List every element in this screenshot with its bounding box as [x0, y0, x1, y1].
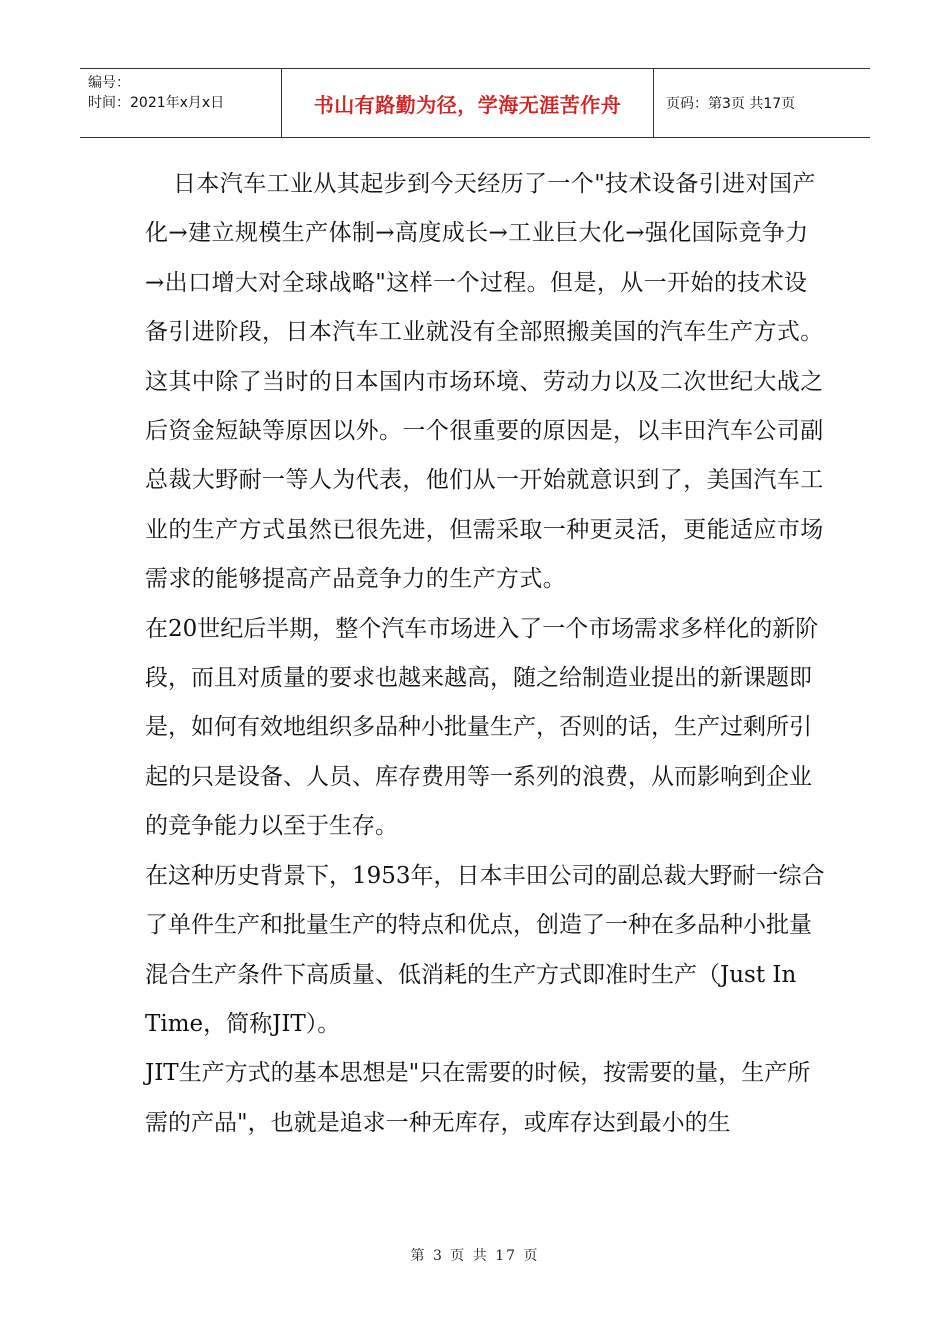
document-date-label: 时间：2021年x月x日	[88, 95, 225, 111]
paragraph-1: 日本汽车工业从其起步到今天经历了一个"技术设备引进对国产化→建立规模生产体制→高度成长→工业巨大化→强化国际竞争力→出口增大对全球战略"这样一个过程。但是，从一开始的技术设备引进阶段，日本汽车工业就没有全部照搬美国的汽车生产方式。这其中除了当时的日本国内市场环境、劳动力以及二次世纪大战之后资金短缺等原因以外。一个很重要的原因是，以丰田汽车公司副总裁大野耐一等人为代表，他们从一开始就意识到了，美国汽车工业的生产方式虽然已很先进，但需采取一种更灵活，更能适应市场需求的能够提高产品竞争力的生产方式。	[145, 171, 824, 593]
paragraph-3: 在这种历史背景下，1953年，日本丰田公司的副总裁大野耐一综合了单件生产和批量生产的特点和优点，创造了一种在多品种小批量混合生产条件下高质量、低消耗的生产方式即准时生产（Just In Time，简称JIT）。	[145, 862, 825, 1037]
page-header-table	[80, 68, 870, 138]
paragraph-2: 在20世纪后半期，整个汽车市场进入了一个市场需求多样化的新阶段，而且对质量的要求也越来越高，随之给制造业提出的新课题即是，如何有效地组织多品种小批量生产，否则的话，生产过剩所引起的只是设备、人员、库存费用等一系列的浪费，从而影响到企业的竞争能力以至于生存。	[145, 615, 819, 840]
page-footer: 第 3 页 共 17 页	[410, 1248, 540, 1264]
paragraph-4: JIT生产方式的基本思想是"只在需要的时候，按需要的量，生产所需的产品"，也就是追求一种无库存，或库存达到最小的生	[145, 1060, 811, 1136]
document-number-label: 编号：	[88, 75, 130, 91]
document-body	[145, 160, 825, 1148]
header-page-info: 页码：第3页 共17页	[666, 96, 796, 112]
header-meta-cell	[80, 69, 282, 137]
header-motto: 书山有路勤为径，学海无涯苦作舟	[282, 69, 654, 137]
